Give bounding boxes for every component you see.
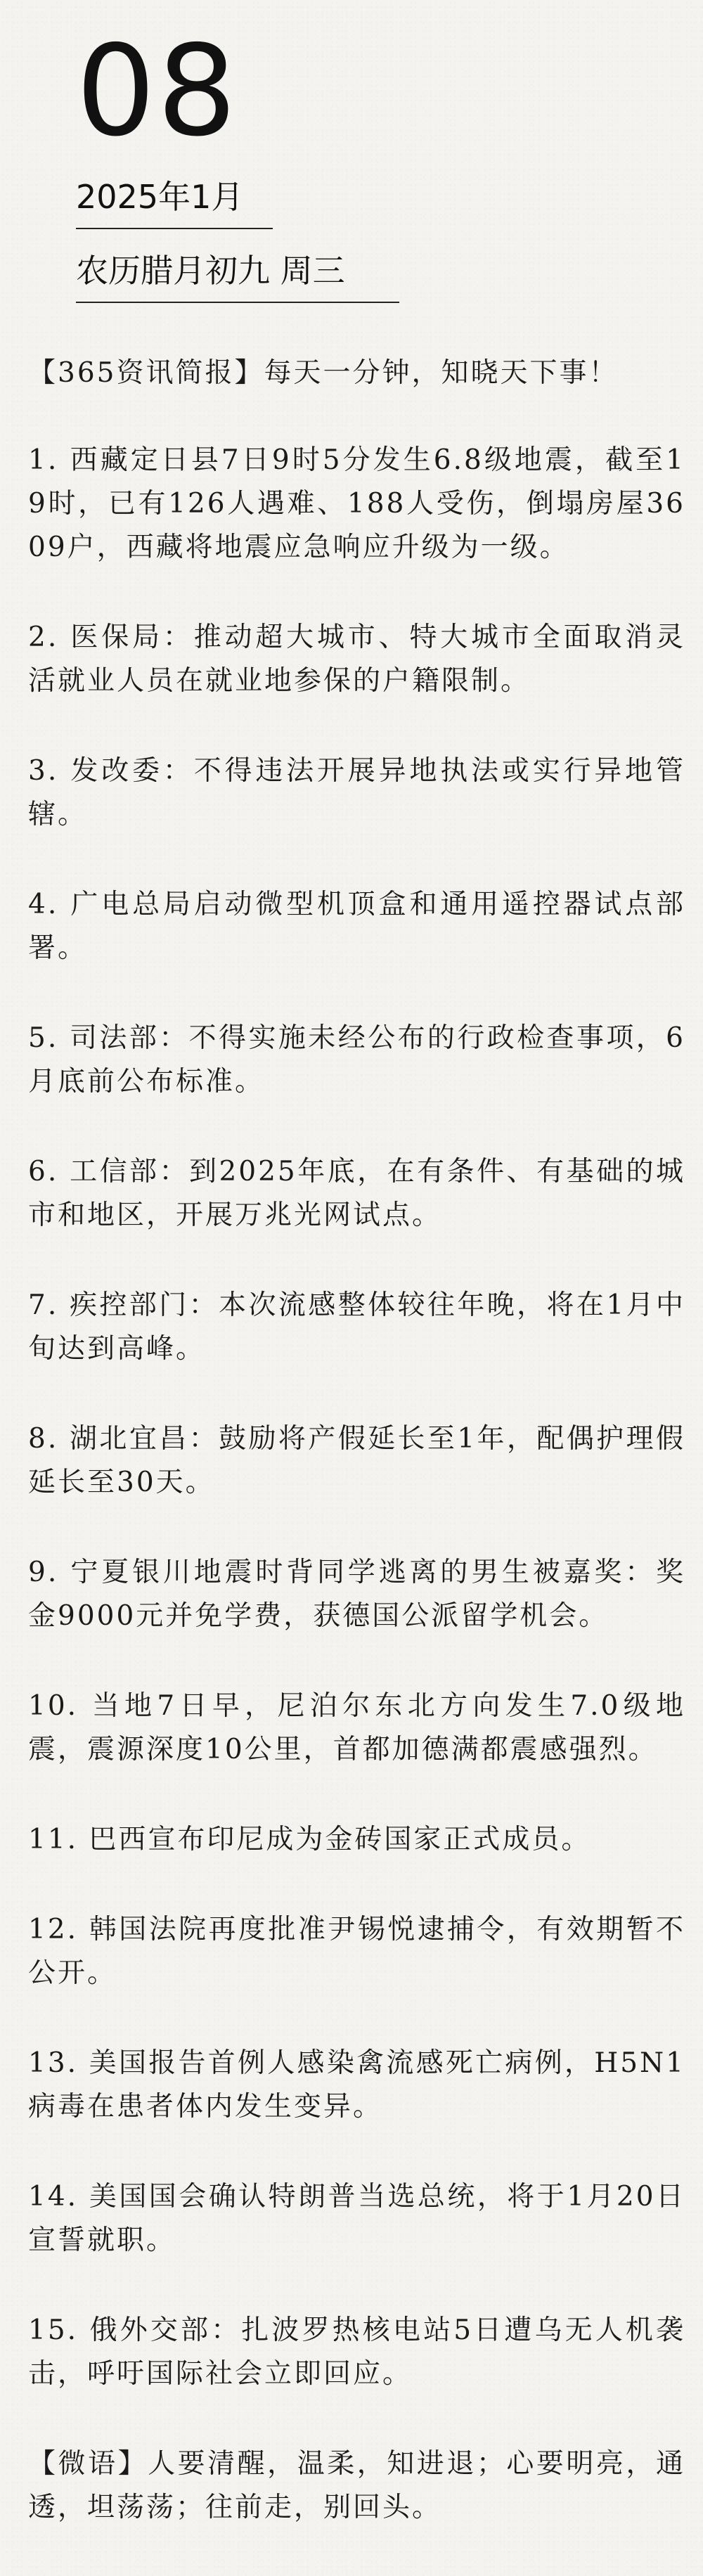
- news-item-1: 1. 西藏定日县7日9时5分发生6.8级地震，截至19时，已有126人遇难、188人受伤，倒塌房屋3609户，西藏将地震应急响应升级为一级。: [28, 444, 685, 563]
- news-item-15: 15. 俄外交部：扎波罗热核电站5日遭乌无人机袭击，呼吁国际社会立即回应。: [28, 2314, 685, 2390]
- news-item-14: 14. 美国国会确认特朗普当选总统，将于1月20日宣誓就职。: [28, 2181, 685, 2256]
- date-lunar-weekday: 农历腊月初九 周三: [76, 250, 399, 303]
- news-item-6: 6. 工信部：到2025年底，在有条件、有基础的城市和地区，开展万兆光网试点。: [28, 1156, 685, 1231]
- news-item-13: 13. 美国报告首例人感染禽流感死亡病例，H5N1病毒在患者体内发生变异。: [28, 2047, 685, 2123]
- news-item-5: 5. 司法部：不得实施未经公布的行政检查事项，6月底前公布标准。: [28, 1022, 685, 1097]
- news-item-4: 4. 广电总局启动微型机顶盒和通用遥控器试点部署。: [28, 889, 685, 964]
- daily-quote: 【微语】人要清醒，温柔，知进退；心要明亮，通透，坦荡荡；往前走，别回头。: [28, 2448, 685, 2523]
- news-item-3: 3. 发改委：不得违法开展异地执法或实行异地管辖。: [28, 755, 685, 830]
- news-item-12: 12. 韩国法院再度批准尹锡悦逮捕令，有效期暂不公开。: [28, 1914, 685, 1989]
- brief-header: 【365资讯简报】每天一分钟，知晓天下事！: [28, 357, 619, 389]
- news-item-9: 9. 宁夏银川地震时背同学逃离的男生被嘉奖：奖金9000元并免学费，获德国公派留学机会。: [28, 1557, 685, 1632]
- news-item-2: 2. 医保局：推动超大城市、特大城市全面取消灵活就业人员在就业地参保的户籍限制。: [28, 622, 685, 697]
- news-item-10: 10. 当地7日早，尼泊尔东北方向发生7.0级地震，震源深度10公里，首都加德满都震感强烈。: [28, 1690, 685, 1765]
- news-item-7: 7. 疾控部门：本次流感整体较往年晚，将在1月中旬达到高峰。: [28, 1289, 685, 1365]
- date-day: 08: [76, 18, 238, 164]
- news-content: [28, 352, 685, 2576]
- date-year-month: 2025年1月: [76, 176, 273, 229]
- news-item-11: 11. 巴西宣布印尼成为金砖国家正式成员。: [28, 1824, 591, 1855]
- news-item-8: 8. 湖北宜昌：鼓励将产假延长至1年，配偶护理假延长至30天。: [28, 1423, 685, 1498]
